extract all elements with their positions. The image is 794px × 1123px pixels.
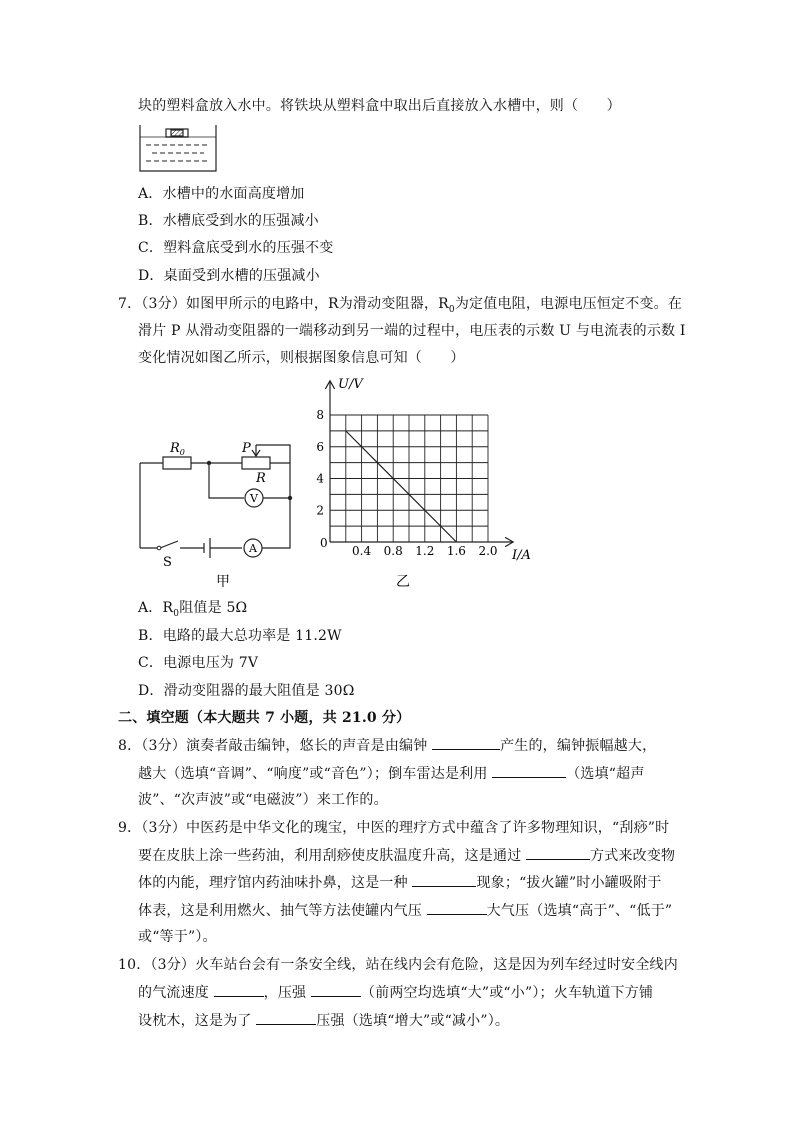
q9-line-1: 9．（3分）中医药是中华文化的瑰宝，中医的理疗方式中蕴含了许多物理知识，“刮痧”时 xyxy=(118,820,670,836)
graph-caption: 乙 xyxy=(396,574,410,590)
answer-blank[interactable] xyxy=(311,982,361,997)
x-tick-label: 2.0 xyxy=(478,544,498,558)
q9-line-3: 体的内能，理疗馆内药油味扑鼻，这是一种 现象；“拔火罐”时小罐吸附于 xyxy=(138,872,662,893)
q6-option-c: C．塑料盒底受到水的压强不变 xyxy=(138,240,334,256)
q10-line-2: 的气流速度 ，压强 （前两空均选填“大”或“小”）；火车轨道下方铺 xyxy=(138,982,653,1003)
q6-option-a: A．水槽中的水面高度增加 xyxy=(138,186,305,202)
q7-line-1: 7．（3分）如图甲所示的电路中，R为滑动变阻器，$R_0$为定值电阻，电源电压恒定不变。在 xyxy=(118,296,683,315)
r-label: R xyxy=(256,471,266,486)
section-heading: 二、填空题（本大题共 7 小题，共 21.0 分） xyxy=(118,710,411,726)
x-tick-label: 1.6 xyxy=(446,544,466,558)
q8-line-2: 越大（选填“音调”、“响度”或“音色”）；倒车雷达是利用 （选填“超声 xyxy=(138,763,645,784)
q9-line-2: 要在皮肤上涂一些药油，利用刮痧使皮肤温度升高，这是通过 方式来改变物 xyxy=(138,845,675,866)
water-tank-figure xyxy=(136,123,220,175)
circuit-diagram xyxy=(130,432,310,592)
junction-dot xyxy=(207,461,211,465)
answer-blank[interactable] xyxy=(492,763,566,778)
junction-dot xyxy=(288,496,292,500)
q7-option-a: A．$R_0$阻值是 5Ω xyxy=(138,600,248,619)
q6-option-d: D．桌面受到水槽的压强减小 xyxy=(138,268,320,284)
water-tank xyxy=(140,125,216,171)
q10-line-1: 10．（3分）火车站台会有一条安全线，站在线内会有危险，这是因为列车经过时安全线内 xyxy=(118,957,678,973)
origin-label: 0 xyxy=(320,536,328,550)
answer-blank[interactable] xyxy=(427,900,487,915)
q7-line-2: 滑片 P 从滑动变阻器的一端移动到另一端的过程中，电压表的示数 U 与电流表的示数 I xyxy=(138,323,686,339)
r0-label: $R_0$ xyxy=(170,441,185,457)
y-tick-label: 4 xyxy=(316,471,324,486)
q7-option-b: B．电路的最大总功率是 11.2W xyxy=(138,628,342,644)
x-tick-label: 0.4 xyxy=(352,544,372,558)
q7-option-c: C．电源电压为 7V xyxy=(138,655,259,671)
x-tick-label: 1.2 xyxy=(415,544,435,558)
q10-line-3: 设枕木，这是为了 压强（选填“增大”或“减小”）。 xyxy=(138,1010,509,1031)
answer-blank[interactable] xyxy=(526,845,590,860)
y-axis-label: U/V xyxy=(338,377,363,392)
u-i-graph xyxy=(300,372,550,597)
answer-blank[interactable] xyxy=(432,735,500,750)
y-tick-label: 6 xyxy=(316,439,324,454)
p-label: P xyxy=(242,441,251,456)
y-tick-label: 2 xyxy=(316,503,324,518)
q9-line-5: 或“等于”）。 xyxy=(138,929,217,945)
y-tick-label: 8 xyxy=(316,408,324,422)
voltmeter-label: V xyxy=(250,492,258,505)
q8-line-1: 8．（3分）演奏者敲击编钟，悠长的声音是由编钟 产生的，编钟振幅越大， xyxy=(118,735,656,756)
switch-label: S xyxy=(163,555,172,570)
x-tick-label: 0.8 xyxy=(383,544,403,558)
answer-blank[interactable] xyxy=(214,982,264,997)
ammeter-label: A xyxy=(249,542,257,555)
q6-option-b: B．水槽底受到水的压强减小 xyxy=(138,213,319,229)
q7-option-d: D．滑动变阻器的最大阻值是 30Ω xyxy=(138,683,355,699)
u-i-line xyxy=(346,431,457,542)
q9-line-4: 体表，这是利用燃火、抽气等方法使罐内气压 大气压（选填“高于”、“低于” xyxy=(138,900,672,921)
x-axis-label: I/A xyxy=(512,548,531,563)
q7-line-3: 变化情况如图乙所示，则根据图象信息可知（ ） xyxy=(138,350,465,366)
q6-stem: 块的塑料盒放入水中。将铁块从塑料盒中取出后直接放入水槽中，则（ ） xyxy=(138,98,621,114)
circuit-caption: 甲 xyxy=(216,574,230,590)
answer-blank[interactable] xyxy=(412,872,476,887)
answer-blank[interactable] xyxy=(256,1010,316,1025)
q8-line-3: 波”、“次声波”或“电磁波”）来工作的。 xyxy=(138,792,388,808)
